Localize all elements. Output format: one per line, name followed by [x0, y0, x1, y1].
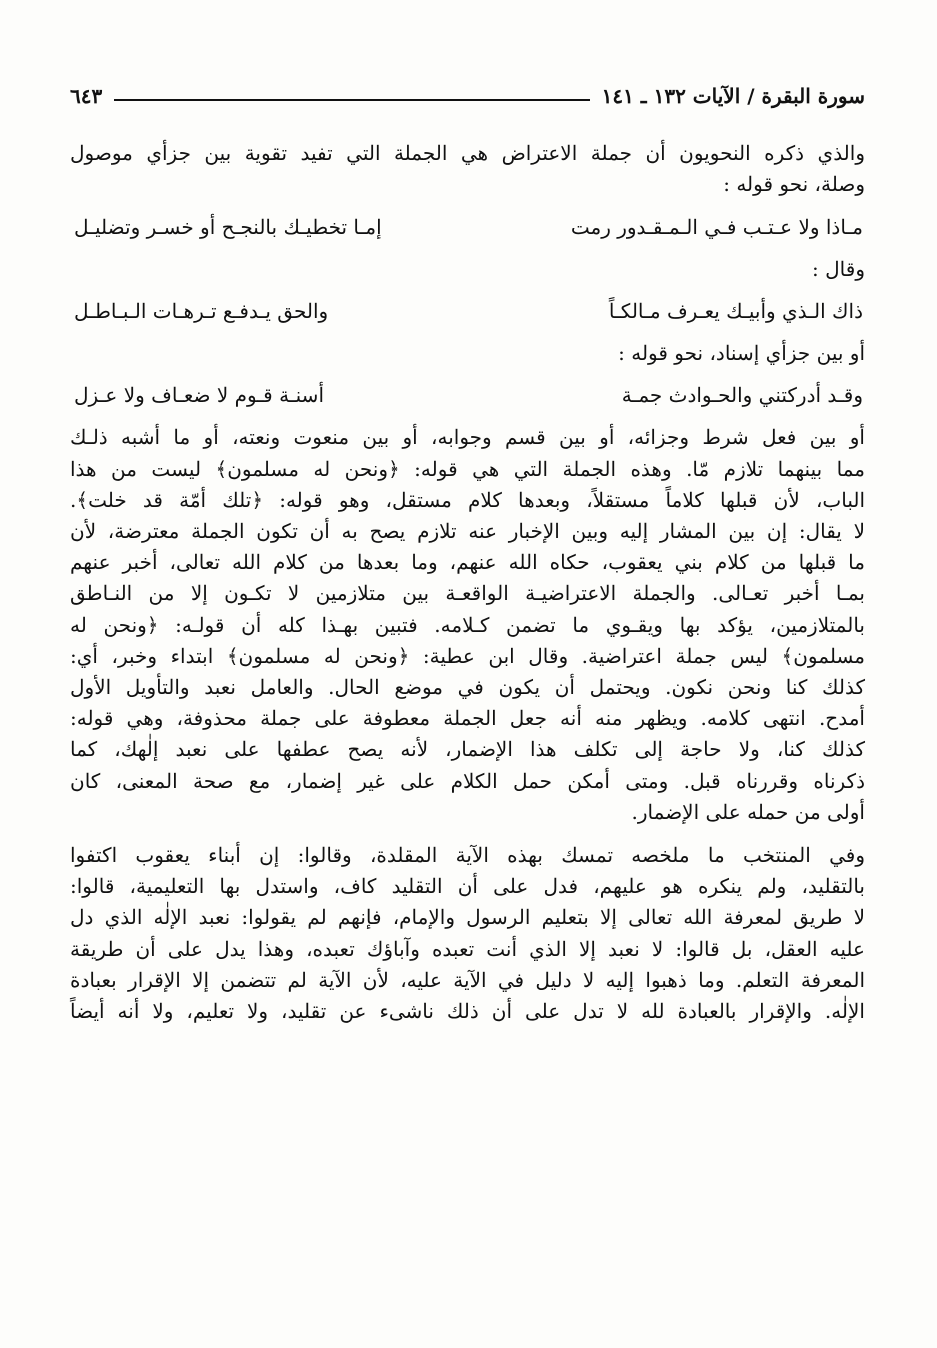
text-line: أو بين فعل شرط وجزائه، أو بين قسم وجوابه، أو بين منعوت ونعته، أو ما أشبه ذلـك: [70, 425, 865, 450]
header-title: سورة البقرة / الآيات ١٣٢ ـ ١٤١: [601, 84, 865, 108]
text-line: والذي ذكره النحويون أن جملة الاعتراض هي الجملة التي تفيد تقوية بين جزأي موصول: [70, 141, 865, 165]
text-line: بالتقليد، ولم ينكره هو عليهم، فدل على أن التقليد كاف، واستدل بها التعليمية، قالوا:: [70, 874, 865, 899]
text-line: ما قبلها من كلام بني يعقوب، حكاه الله عنهم، وما بعدها من كلام الله تعالى، أخبر عنهم: [70, 550, 865, 575]
verse-second-hemistich: أسنـة قـوم لا ضعـاف ولا عـزل: [74, 383, 324, 408]
text-line: لا يقال: إن بين المشار إليه وبين الإخبار عنه تلازم يصح به أن تكون الجملة معترضة، لأن: [70, 519, 865, 544]
text-line: الباب، لأن قبلها كلاماً مستقلاً، وبعدها كلام مستقل، وهو قوله: ﴿تلك أمّة قد خلت﴾.: [70, 487, 865, 512]
text-line: ذكرناه وقررناه قبل. ومتى أمكن حمل الكلام على غير إضمار، مع صحة المعنى، كان: [70, 768, 865, 793]
text-line: وصلة، نحو قوله :: [723, 172, 865, 197]
text-line: كذلك كنا ونحن نكون. ويحتمل أن يكون في موضع الحال. والعامل نعبد والتأويل الأول: [70, 675, 865, 700]
verse-3: [74, 380, 863, 410]
paragraph-3: [70, 840, 865, 1027]
text-line: كذلك كنا، ولا حاجة إلى تكلف هذا الإضمار، لأنه يصح عطفها على نعبد إلٰهك، كما: [70, 737, 865, 762]
verse-first-hemistich: وقـد أدركتني والحـوادث جمـة: [621, 383, 863, 408]
paragraph-2: [70, 422, 865, 828]
text-line: وفي المنتخب ما ملخصه تمسك بهذه الآية المقلدة، وقالوا: إن أبناء يعقوب اكتفوا: [70, 843, 865, 868]
page-number: ٦٤٣: [70, 84, 103, 108]
verse-intro: وقال :: [812, 257, 865, 282]
verse-second-hemistich: والحق يـدفـع تـرهـات الـبـاطـل: [74, 299, 329, 324]
running-header: [70, 78, 865, 108]
text-line: بمـا أخبر تعـالى. والجملة الاعتراضيـة الواقعـة بين متلازمين لا تكـون إلا من النـاطق: [70, 581, 865, 606]
text-line: المعرفة التعلم. وما ذهبوا إليه لا دليل في الآية عليه، لأن الآية لم تتضمن إلا الإقرار بعبادة: [70, 967, 865, 992]
verse-second-hemistich: إمـا تخطيـك بالنجـح أو خسـر وتضليـل: [74, 215, 382, 240]
verse-2: [74, 296, 863, 326]
text-line: الإلٰه. والإقرار بالعبادة لله لا تدل على أن ذلك ناشىء عن تقليد، ولا تعليم، ولا أنه أيضاً: [70, 999, 865, 1024]
text-line: بالمتلازمين، يؤكد بها ويقـوي ما تضمن كـلامه. فتبين بهـذا كله أن قولـه: ﴿ونحن له: [70, 612, 865, 637]
verse-1: [74, 212, 863, 242]
header-rule: [114, 99, 589, 101]
text-line: عليه العقل، بل قالوا: لا نعبد إلا الذي أنت تعبده وآباؤك تعبده، وهذا يدل على أن طريقة: [70, 936, 865, 961]
paragraph-1: [70, 138, 865, 200]
page-body: [70, 138, 865, 1027]
text-line: لا طريق لمعرفة الله تعالى إلا بتعليم الرسول والإمام، فإنهم لم يقولوا: نعبد الإلٰه الذي دل: [70, 905, 865, 930]
text-line: مسلمون﴾ ليس جملة اعتراضية. وقال ابن عطية: ﴿ونحن له مسلمون﴾ ابتداء وخبر، أي:: [70, 643, 865, 668]
verse-first-hemistich: مـاذا ولا عـتـب فـي الـمـقـدور رمت: [570, 215, 863, 240]
verse-intro: أو بين جزأي إسناد، نحو قوله :: [618, 341, 865, 366]
text-line: أولى من حمله على الإضمار.: [631, 799, 865, 824]
text-line: مما بينهما تلازم مّا. وهذه الجملة التي هي قوله: ﴿ونحن له مسلمون﴾ ليست من هذا: [70, 456, 865, 481]
verse-first-hemistich: ذاك الـذي وأبيـك يعـرف مـالكـاً: [608, 299, 863, 324]
text-line: أمدح. انتهى كلامه. ويظهر منه أنه جعل الجملة معطوفة على جملة محذوفة، وهي قوله:: [70, 706, 865, 731]
